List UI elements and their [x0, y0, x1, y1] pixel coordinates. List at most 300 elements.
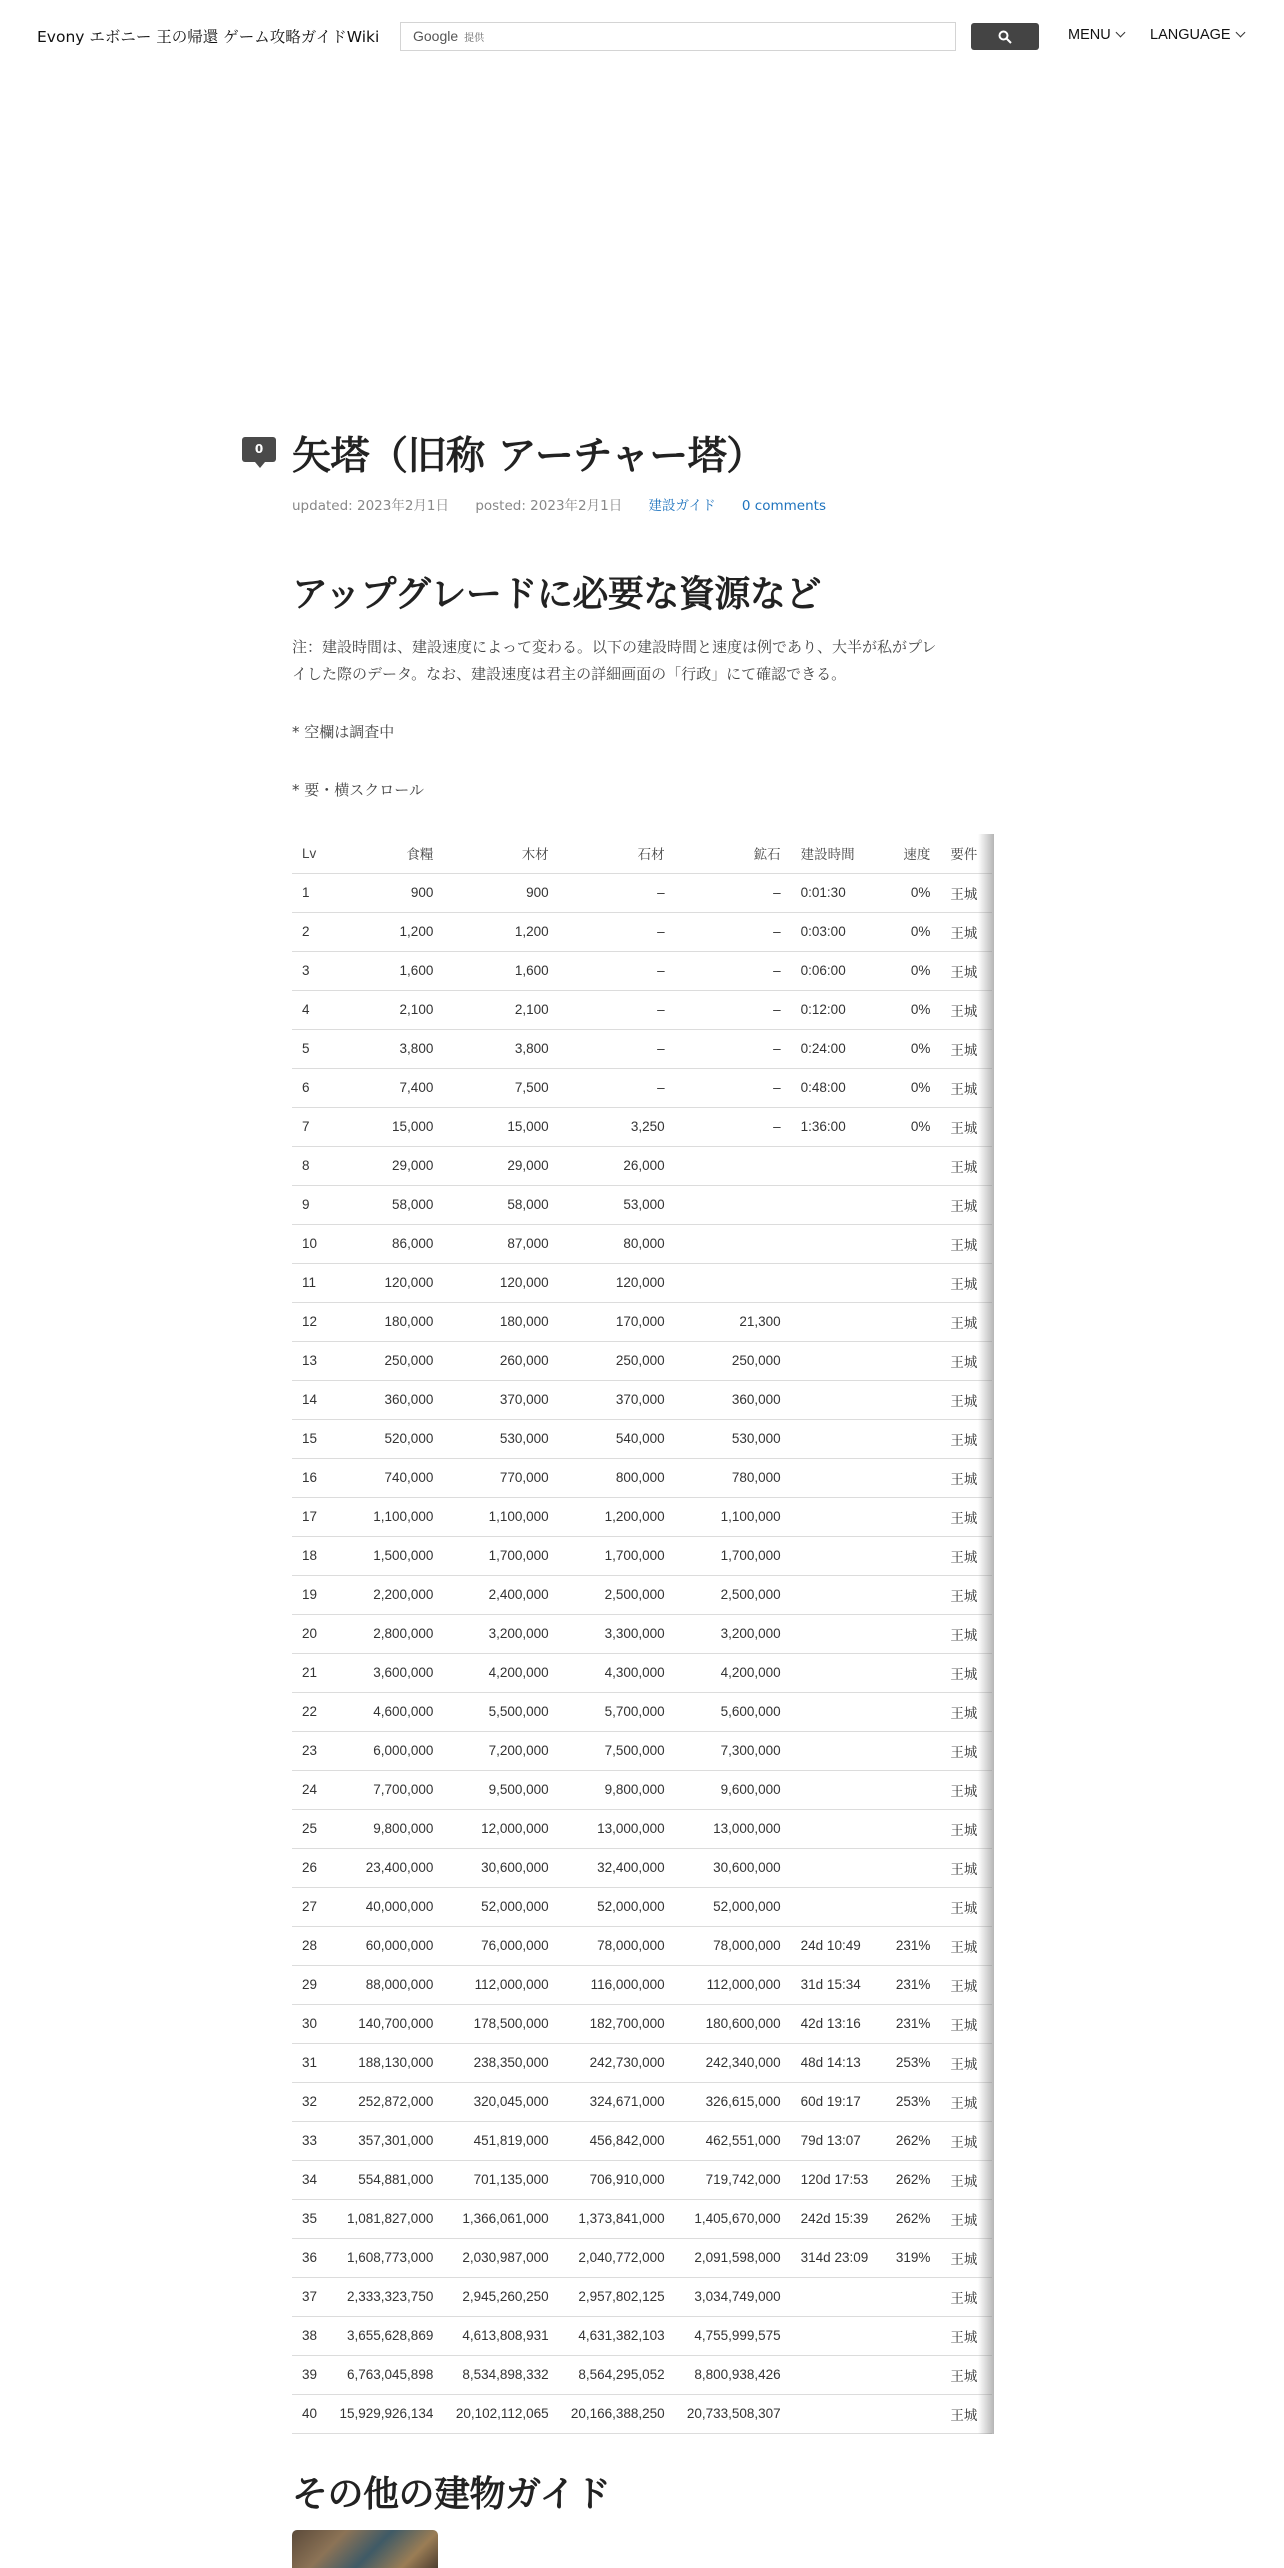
cell-time: 120d 17:53 [791, 2160, 884, 2199]
table-row [292, 951, 992, 990]
nav-language[interactable] [1150, 27, 1244, 43]
cell-requirement: 王城 [940, 1926, 992, 1965]
cell-requirement: 王城 [940, 2121, 992, 2160]
cell-food: 2,800,000 [327, 1614, 443, 1653]
cell-lv: 16 [292, 1458, 327, 1497]
table-row [292, 2277, 992, 2316]
cell-ore: 4,755,999,575 [675, 2316, 791, 2355]
cell-wood: 7,500 [443, 1068, 558, 1107]
table-row [292, 2355, 992, 2394]
cell-requirement: 王城 [940, 912, 992, 951]
cell-stone: – [559, 1029, 675, 1068]
cell-lv: 14 [292, 1380, 327, 1419]
cell-lv: 30 [292, 2004, 327, 2043]
cell-time [791, 1575, 884, 1614]
cell-speed: 0% [883, 873, 940, 912]
table-row [292, 1419, 992, 1458]
cell-lv: 23 [292, 1731, 327, 1770]
table-row [292, 1848, 992, 1887]
cell-time [791, 1497, 884, 1536]
cell-wood: 7,200,000 [443, 1731, 558, 1770]
cell-wood: 238,350,000 [443, 2043, 558, 2082]
cell-lv: 3 [292, 951, 327, 990]
cell-ore [675, 1224, 791, 1263]
cell-lv: 36 [292, 2238, 327, 2277]
table-row [292, 990, 992, 1029]
table-row [292, 1614, 992, 1653]
cell-speed [883, 1497, 940, 1536]
resource-table-scroll[interactable] [292, 834, 992, 2434]
table-header-row [292, 834, 992, 873]
cell-ore: 21,300 [675, 1302, 791, 1341]
table-row [292, 2082, 992, 2121]
cell-stone: – [559, 990, 675, 1029]
cell-wood: 701,135,000 [443, 2160, 558, 2199]
cell-food: 120,000 [327, 1263, 443, 1302]
cell-requirement: 王城 [940, 1770, 992, 1809]
cell-food: 15,929,926,134 [327, 2394, 443, 2433]
cell-wood: 1,100,000 [443, 1497, 558, 1536]
table-row [292, 1341, 992, 1380]
cell-time [791, 1419, 884, 1458]
site-title[interactable]: Evony エボニー 王の帰還 ゲーム攻略ガイドWiki [37, 28, 380, 46]
cell-requirement: 王城 [940, 873, 992, 912]
cell-speed [883, 2355, 940, 2394]
cell-ore: – [675, 1029, 791, 1068]
cell-stone: 80,000 [559, 1224, 675, 1263]
cell-lv: 28 [292, 1926, 327, 1965]
cell-stone: 2,957,802,125 [559, 2277, 675, 2316]
cell-lv: 11 [292, 1263, 327, 1302]
cell-wood: 260,000 [443, 1341, 558, 1380]
cell-speed [883, 1887, 940, 1926]
cell-speed [883, 1263, 940, 1302]
cell-ore: 326,615,000 [675, 2082, 791, 2121]
cell-time [791, 2394, 884, 2433]
cell-ore: – [675, 951, 791, 990]
cell-ore: 242,340,000 [675, 2043, 791, 2082]
search-button[interactable] [971, 23, 1039, 50]
table-row [292, 1380, 992, 1419]
cell-lv: 35 [292, 2199, 327, 2238]
nav-language-label: LANGUAGE [1150, 27, 1231, 43]
cell-speed [883, 2277, 940, 2316]
cell-speed: 231% [883, 2004, 940, 2043]
cell-wood: 4,200,000 [443, 1653, 558, 1692]
cell-lv: 1 [292, 873, 327, 912]
cell-food: 23,400,000 [327, 1848, 443, 1887]
cell-stone: 170,000 [559, 1302, 675, 1341]
cell-food: 520,000 [327, 1419, 443, 1458]
cell-food: 7,400 [327, 1068, 443, 1107]
cell-speed [883, 1458, 940, 1497]
cell-time [791, 1731, 884, 1770]
cell-ore [675, 1185, 791, 1224]
cell-speed: 319% [883, 2238, 940, 2277]
cell-requirement: 王城 [940, 1614, 992, 1653]
note-blank-cells: * 空欄は調査中 [292, 723, 395, 741]
col-header-ore: 鉱石 [675, 834, 791, 873]
cell-speed [883, 1653, 940, 1692]
comment-count-badge[interactable]: 0 [242, 437, 276, 462]
cell-ore: 112,000,000 [675, 1965, 791, 2004]
cell-ore [675, 1146, 791, 1185]
cell-lv: 37 [292, 2277, 327, 2316]
cell-food: 900 [327, 873, 443, 912]
cell-stone: 1,700,000 [559, 1536, 675, 1575]
cell-lv: 27 [292, 1887, 327, 1926]
cell-ore: 3,200,000 [675, 1614, 791, 1653]
cell-food: 86,000 [327, 1224, 443, 1263]
category-link[interactable]: 建設ガイド [648, 498, 716, 514]
table-row [292, 1809, 992, 1848]
cell-time: 242d 15:39 [791, 2199, 884, 2238]
cell-time: 0:01:30 [791, 873, 884, 912]
cell-requirement: 王城 [940, 1419, 992, 1458]
cell-food: 7,700,000 [327, 1770, 443, 1809]
cell-speed: 0% [883, 1029, 940, 1068]
cell-time: 24d 10:49 [791, 1926, 884, 1965]
cell-ore: 462,551,000 [675, 2121, 791, 2160]
cell-time [791, 1653, 884, 1692]
table-row [292, 2199, 992, 2238]
cell-wood: 58,000 [443, 1185, 558, 1224]
cell-ore: 3,034,749,000 [675, 2277, 791, 2316]
cell-time: 48d 14:13 [791, 2043, 884, 2082]
cell-speed [883, 1419, 940, 1458]
table-row [292, 1185, 992, 1224]
cell-food: 4,600,000 [327, 1692, 443, 1731]
cell-food: 140,700,000 [327, 2004, 443, 2043]
cell-ore: – [675, 1107, 791, 1146]
cell-food: 6,000,000 [327, 1731, 443, 1770]
cell-wood: 900 [443, 873, 558, 912]
cell-ore: – [675, 912, 791, 951]
nav-menu-label: MENU [1068, 27, 1111, 43]
cell-stone: 2,040,772,000 [559, 2238, 675, 2277]
cell-ore: 1,405,670,000 [675, 2199, 791, 2238]
site-header [0, 0, 1284, 74]
col-header-requirement: 要件 [940, 834, 992, 873]
cell-wood: 4,613,808,931 [443, 2316, 558, 2355]
table-row [292, 1965, 992, 2004]
cell-stone: 242,730,000 [559, 2043, 675, 2082]
table-row [292, 2043, 992, 2082]
cell-requirement: 王城 [940, 2355, 992, 2394]
cell-time [791, 1692, 884, 1731]
cell-ore: 2,500,000 [675, 1575, 791, 1614]
cell-requirement: 王城 [940, 1380, 992, 1419]
table-row [292, 873, 992, 912]
cell-food: 250,000 [327, 1341, 443, 1380]
cell-speed [883, 1536, 940, 1575]
cell-time [791, 1263, 884, 1302]
cell-ore: 8,800,938,426 [675, 2355, 791, 2394]
cell-speed: 0% [883, 1068, 940, 1107]
posted-date: posted: 2023年2月1日 [475, 498, 623, 514]
table-row [292, 2316, 992, 2355]
cell-ore: 20,733,508,307 [675, 2394, 791, 2433]
cell-speed [883, 1692, 940, 1731]
cell-stone: 540,000 [559, 1419, 675, 1458]
cell-requirement: 王城 [940, 990, 992, 1029]
cell-speed [883, 1614, 940, 1653]
cell-ore: 78,000,000 [675, 1926, 791, 1965]
cell-stone: 26,000 [559, 1146, 675, 1185]
cell-time [791, 1302, 884, 1341]
cell-food: 40,000,000 [327, 1887, 443, 1926]
cell-requirement: 王城 [940, 2394, 992, 2433]
table-row [292, 1692, 992, 1731]
cell-lv: 5 [292, 1029, 327, 1068]
cell-speed [883, 1341, 940, 1380]
resource-table [292, 834, 992, 2434]
cell-wood: 120,000 [443, 1263, 558, 1302]
cell-speed: 0% [883, 951, 940, 990]
cell-food: 1,200 [327, 912, 443, 951]
cell-ore: 360,000 [675, 1380, 791, 1419]
updated-date: updated: 2023年2月1日 [292, 498, 450, 514]
cell-wood: 30,600,000 [443, 1848, 558, 1887]
section-heading-resources: アップグレードに必要な資源など [292, 574, 821, 615]
cell-ore: 52,000,000 [675, 1887, 791, 1926]
cell-lv: 6 [292, 1068, 327, 1107]
cell-stone: 5,700,000 [559, 1692, 675, 1731]
cell-wood: 451,819,000 [443, 2121, 558, 2160]
cell-lv: 32 [292, 2082, 327, 2121]
cell-stone: 182,700,000 [559, 2004, 675, 2043]
cell-ore: 1,100,000 [675, 1497, 791, 1536]
cell-wood: 20,102,112,065 [443, 2394, 558, 2433]
cell-ore: 2,091,598,000 [675, 2238, 791, 2277]
cell-speed [883, 1809, 940, 1848]
cell-time [791, 1809, 884, 1848]
cell-requirement: 王城 [940, 1146, 992, 1185]
cell-time [791, 1185, 884, 1224]
cell-time: 31d 15:34 [791, 1965, 884, 2004]
table-row [292, 1731, 992, 1770]
cell-time: 42d 13:16 [791, 2004, 884, 2043]
cell-ore: 5,600,000 [675, 1692, 791, 1731]
cell-requirement: 王城 [940, 951, 992, 990]
cell-stone: 9,800,000 [559, 1770, 675, 1809]
cell-time [791, 1380, 884, 1419]
cell-stone: 8,564,295,052 [559, 2355, 675, 2394]
cell-stone: 3,300,000 [559, 1614, 675, 1653]
cell-speed: 231% [883, 1926, 940, 1965]
post-meta [292, 494, 848, 514]
cell-wood: 87,000 [443, 1224, 558, 1263]
cell-wood: 178,500,000 [443, 2004, 558, 2043]
cell-food: 29,000 [327, 1146, 443, 1185]
cell-stone: 13,000,000 [559, 1809, 675, 1848]
search-input[interactable] [400, 22, 956, 51]
cell-wood: 9,500,000 [443, 1770, 558, 1809]
cell-food: 60,000,000 [327, 1926, 443, 1965]
cell-requirement: 王城 [940, 1575, 992, 1614]
cell-requirement: 王城 [940, 2238, 992, 2277]
cell-wood: 76,000,000 [443, 1926, 558, 1965]
cell-wood: 8,534,898,332 [443, 2355, 558, 2394]
cell-lv: 2 [292, 912, 327, 951]
cell-speed: 0% [883, 990, 940, 1029]
google-suffix: 提供 [464, 33, 485, 44]
cell-food: 6,763,045,898 [327, 2355, 443, 2394]
cell-stone: 20,166,388,250 [559, 2394, 675, 2433]
cell-stone: 2,500,000 [559, 1575, 675, 1614]
cell-food: 360,000 [327, 1380, 443, 1419]
cell-stone: 1,200,000 [559, 1497, 675, 1536]
cell-wood: 12,000,000 [443, 1809, 558, 1848]
cell-food: 9,800,000 [327, 1809, 443, 1848]
cell-food: 188,130,000 [327, 2043, 443, 2082]
cell-time: 0:48:00 [791, 1068, 884, 1107]
cell-food: 357,301,000 [327, 2121, 443, 2160]
cell-lv: 25 [292, 1809, 327, 1848]
cell-wood: 112,000,000 [443, 1965, 558, 2004]
cell-stone: 78,000,000 [559, 1926, 675, 1965]
cell-wood: 3,200,000 [443, 1614, 558, 1653]
cell-food: 3,800 [327, 1029, 443, 1068]
building-thumbnail-image[interactable] [292, 2530, 438, 2568]
table-row [292, 1497, 992, 1536]
cell-requirement: 王城 [940, 1107, 992, 1146]
table-row [292, 1302, 992, 1341]
cell-wood: 5,500,000 [443, 1692, 558, 1731]
cell-stone: 456,842,000 [559, 2121, 675, 2160]
cell-stone: 7,500,000 [559, 1731, 675, 1770]
cell-ore: 180,600,000 [675, 2004, 791, 2043]
cell-food: 1,600 [327, 951, 443, 990]
table-row [292, 1770, 992, 1809]
cell-lv: 22 [292, 1692, 327, 1731]
cell-speed [883, 1731, 940, 1770]
cell-food: 1,500,000 [327, 1536, 443, 1575]
cell-speed: 0% [883, 1107, 940, 1146]
cell-food: 58,000 [327, 1185, 443, 1224]
cell-food: 1,608,773,000 [327, 2238, 443, 2277]
col-header-stone: 石材 [559, 834, 675, 873]
cell-lv: 18 [292, 1536, 327, 1575]
cell-ore: 4,200,000 [675, 1653, 791, 1692]
search-icon [998, 30, 1012, 44]
cell-lv: 39 [292, 2355, 327, 2394]
cell-food: 3,600,000 [327, 1653, 443, 1692]
cell-stone: 116,000,000 [559, 1965, 675, 2004]
cell-speed [883, 1185, 940, 1224]
comments-link[interactable]: 0 comments [741, 498, 826, 514]
col-header-lv: Lv [292, 834, 327, 873]
col-header-time: 建設時間 [791, 834, 884, 873]
cell-lv: 31 [292, 2043, 327, 2082]
cell-time [791, 1848, 884, 1887]
cell-food: 2,333,323,750 [327, 2277, 443, 2316]
scroll-shadow [978, 834, 994, 2434]
cell-lv: 19 [292, 1575, 327, 1614]
cell-ore: 30,600,000 [675, 1848, 791, 1887]
cell-requirement: 王城 [940, 1887, 992, 1926]
col-header-wood: 木材 [443, 834, 558, 873]
cell-time: 0:03:00 [791, 912, 884, 951]
cell-lv: 7 [292, 1107, 327, 1146]
cell-speed [883, 2316, 940, 2355]
table-row [292, 1107, 992, 1146]
cell-requirement: 王城 [940, 1731, 992, 1770]
cell-lv: 29 [292, 1965, 327, 2004]
cell-speed: 262% [883, 2121, 940, 2160]
cell-food: 15,000 [327, 1107, 443, 1146]
cell-lv: 17 [292, 1497, 327, 1536]
cell-speed [883, 1575, 940, 1614]
cell-stone: 4,631,382,103 [559, 2316, 675, 2355]
cell-ore: 780,000 [675, 1458, 791, 1497]
cell-wood: 1,700,000 [443, 1536, 558, 1575]
table-row [292, 1926, 992, 1965]
cell-food: 1,100,000 [327, 1497, 443, 1536]
table-row [292, 1029, 992, 1068]
cell-time: 0:12:00 [791, 990, 884, 1029]
cell-requirement: 王城 [940, 2316, 992, 2355]
cell-speed: 231% [883, 1965, 940, 2004]
cell-requirement: 王城 [940, 1068, 992, 1107]
cell-requirement: 王城 [940, 2004, 992, 2043]
cell-speed [883, 1302, 940, 1341]
cell-lv: 21 [292, 1653, 327, 1692]
cell-ore: 13,000,000 [675, 1809, 791, 1848]
cell-stone: 120,000 [559, 1263, 675, 1302]
cell-wood: 15,000 [443, 1107, 558, 1146]
cell-time: 314d 23:09 [791, 2238, 884, 2277]
note-line-2: イした際のデータ。なお、建設速度は君主の詳細画面の「行政」にて確認できる。 [292, 665, 847, 683]
table-row [292, 912, 992, 951]
cell-requirement: 王城 [940, 1536, 992, 1575]
cell-food: 2,100 [327, 990, 443, 1029]
cell-time [791, 1224, 884, 1263]
table-row [292, 1068, 992, 1107]
cell-stone: 53,000 [559, 1185, 675, 1224]
cell-requirement: 王城 [940, 1341, 992, 1380]
cell-requirement: 王城 [940, 1965, 992, 2004]
cell-time: 79d 13:07 [791, 2121, 884, 2160]
table-row [292, 2004, 992, 2043]
cell-requirement: 王城 [940, 1653, 992, 1692]
cell-requirement: 王城 [940, 1185, 992, 1224]
cell-wood: 2,100 [443, 990, 558, 1029]
cell-lv: 40 [292, 2394, 327, 2433]
table-row [292, 1146, 992, 1185]
col-header-speed: 速度 [883, 834, 940, 873]
cell-ore: 530,000 [675, 1419, 791, 1458]
cell-wood: 370,000 [443, 1380, 558, 1419]
cell-lv: 4 [292, 990, 327, 1029]
cell-food: 252,872,000 [327, 2082, 443, 2121]
cell-stone: – [559, 951, 675, 990]
cell-ore [675, 1263, 791, 1302]
cell-food: 3,655,628,869 [327, 2316, 443, 2355]
cell-speed: 262% [883, 2160, 940, 2199]
cell-time [791, 1458, 884, 1497]
cell-wood: 2,945,260,250 [443, 2277, 558, 2316]
nav-menu[interactable] [1068, 27, 1124, 43]
cell-ore: 7,300,000 [675, 1731, 791, 1770]
cell-food: 180,000 [327, 1302, 443, 1341]
cell-requirement: 王城 [940, 2277, 992, 2316]
table-body [292, 873, 992, 2433]
cell-requirement: 王城 [940, 1497, 992, 1536]
cell-lv: 26 [292, 1848, 327, 1887]
cell-stone: 52,000,000 [559, 1887, 675, 1926]
cell-time: 1:36:00 [791, 1107, 884, 1146]
